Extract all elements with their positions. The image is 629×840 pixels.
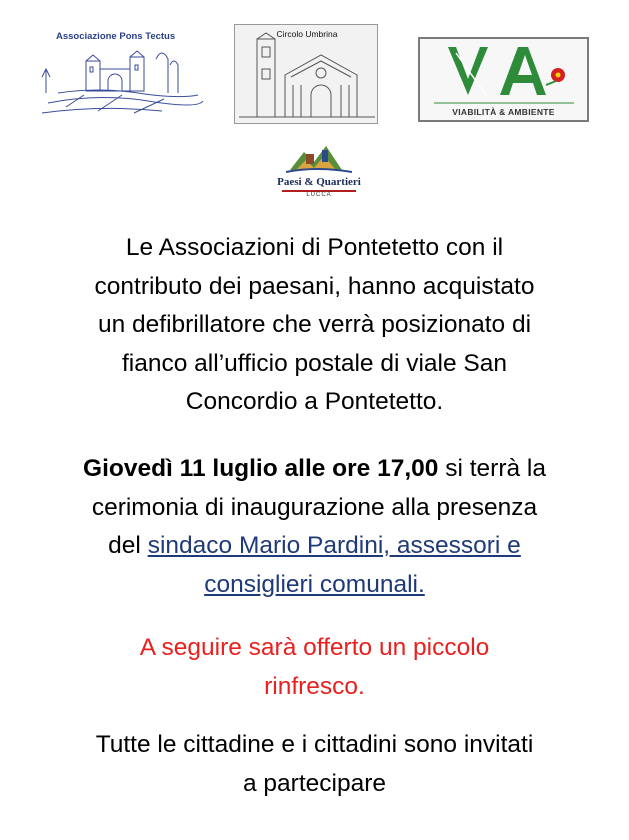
- circolo-umbrina-title: Circolo Umbrina: [276, 29, 338, 39]
- invito-line: Tutte le cittadine e i cittadini sono invitati: [95, 731, 534, 758]
- invito-paragraph: [20, 726, 609, 803]
- officials-link[interactable]: consiglieri comunali.: [204, 570, 425, 598]
- event-line: [20, 566, 609, 605]
- intro-line: Le Associazioni di Pontetetto con il: [125, 234, 504, 261]
- event-date: Giovedì 11 luglio alle ore 17,00: [83, 455, 439, 482]
- intro-line: contributo dei paesani, hanno acquistato: [94, 272, 535, 300]
- event-line: cerimonia di inaugurazione alla presenza: [91, 493, 538, 521]
- intro-line: fianco all’ufficio postale di viale San: [122, 349, 507, 377]
- event-line: [20, 450, 609, 489]
- village-hills-icon: [276, 140, 362, 176]
- event-paragraph: [20, 450, 609, 604]
- rinfresco-line: rinfresco.: [264, 672, 365, 700]
- paesi-quartieri-subtitle: LUCCA: [306, 192, 332, 198]
- viabilita-ambiente-caption: VIABILITÀ & AMBIENTE: [452, 107, 555, 117]
- paesi-quartieri-title: Paesi & Quartieri: [277, 176, 361, 188]
- circolo-umbrina-logo: [234, 24, 378, 124]
- rinfresco-paragraph: [20, 629, 609, 706]
- intro-line: Concordio a Pontetetto.: [185, 388, 444, 415]
- event-line: [20, 527, 609, 566]
- pons-tectus-title: Associazione Pons Tectus: [56, 31, 176, 42]
- event-text: del: [108, 532, 148, 559]
- intro-paragraph: [20, 229, 609, 422]
- viabilita-ambiente-logo: [418, 37, 589, 122]
- event-text: si terrà la: [438, 455, 546, 482]
- church-drawing-icon: [235, 25, 377, 123]
- officials-link[interactable]: sindaco Mario Pardini, assessori e: [147, 532, 521, 559]
- intro-line: un defibrillatore che verrà posizionato di: [97, 311, 532, 338]
- rinfresco-line: A seguire sarà offerto un piccolo: [139, 634, 490, 661]
- pons-tectus-logo: [38, 25, 208, 117]
- paesi-quartieri-logo: [276, 140, 362, 212]
- invito-line: a partecipare: [242, 769, 386, 797]
